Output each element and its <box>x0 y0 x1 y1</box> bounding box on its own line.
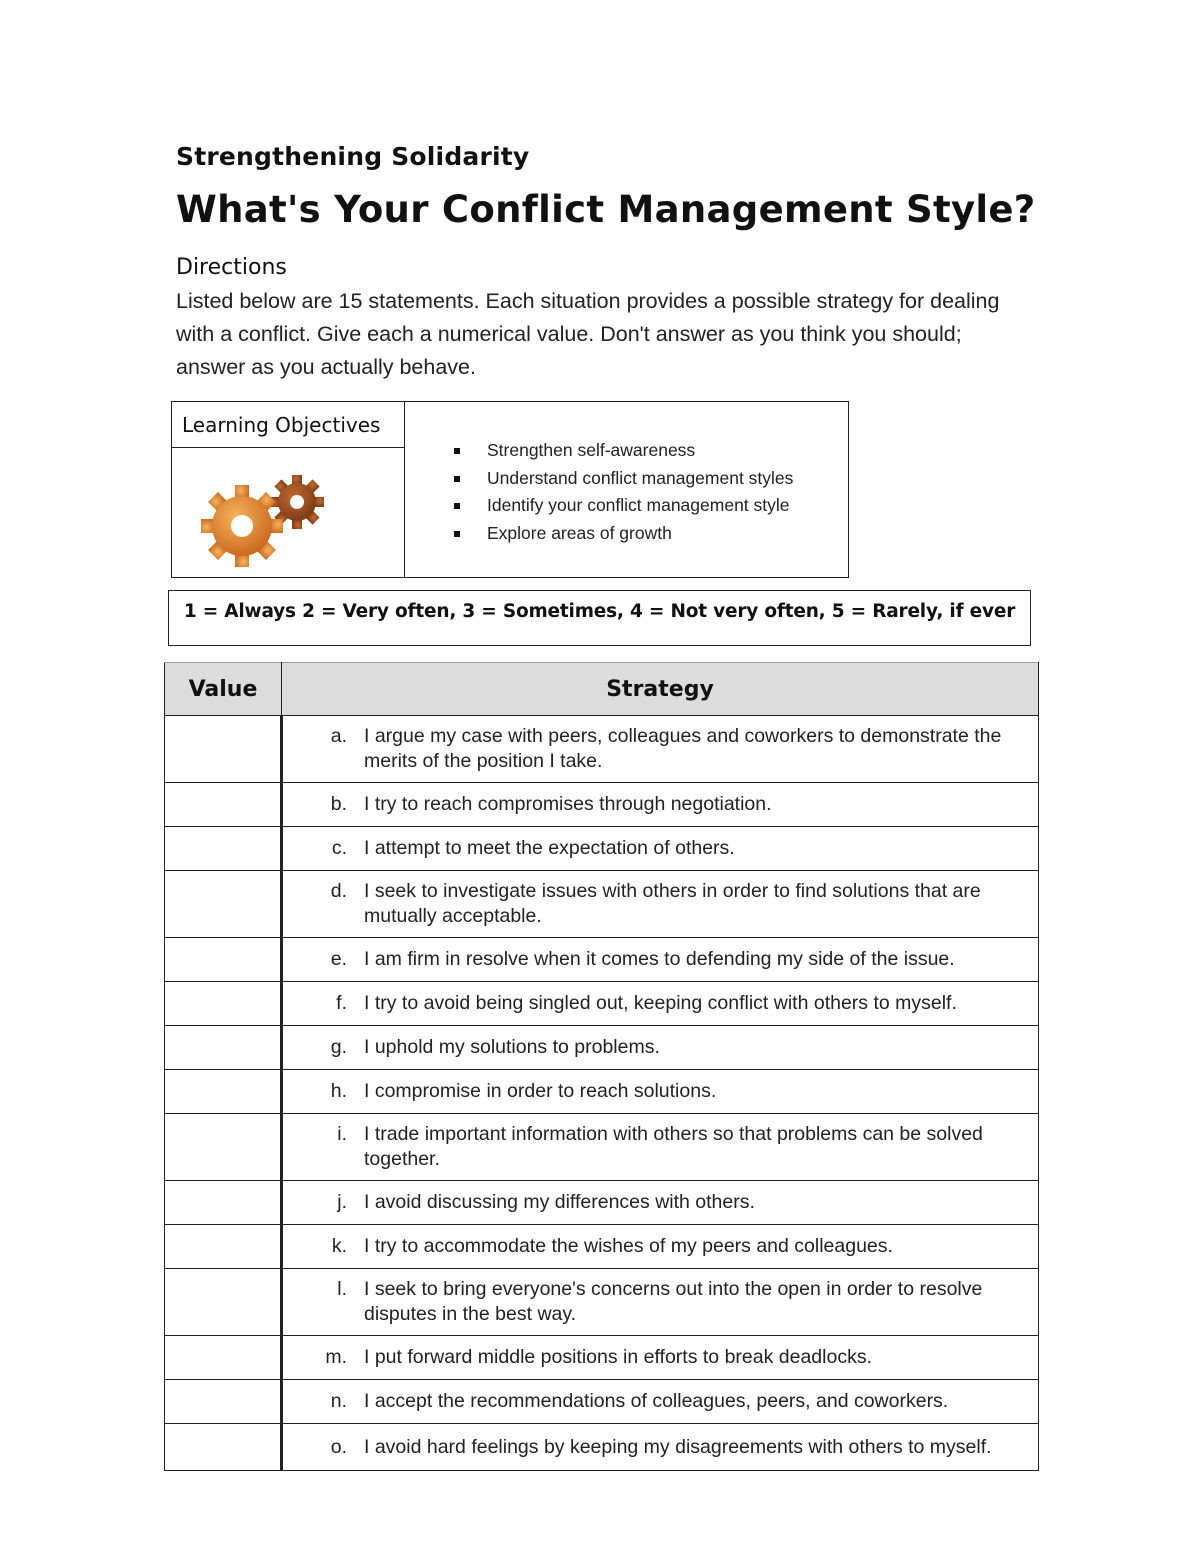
strategy-cell <box>282 716 1039 783</box>
strategy-text: I avoid hard feelings by keeping my disagreements with others to myself. <box>364 1435 992 1458</box>
strategy-text: I try to reach compromises through negotiation. <box>364 793 772 815</box>
strategy-letter: i. <box>337 1123 347 1145</box>
strategy-item <box>283 1277 1026 1327</box>
table-row <box>165 1225 1039 1269</box>
strategy-cell <box>282 827 1039 871</box>
learning-objectives-heading: Learning Objectives <box>172 402 404 448</box>
value-cell[interactable] <box>165 1114 282 1181</box>
strategy-text: I seek to bring everyone's concerns out into the open in order to resolve disputes in the best way. <box>364 1278 983 1325</box>
strategy-letter: a. <box>330 725 347 747</box>
learning-objectives-list <box>454 440 793 550</box>
strategy-item <box>283 879 1026 929</box>
objective-item: Strengthen self-awareness <box>454 440 793 468</box>
table-row <box>165 1269 1039 1336</box>
strategy-text: I try to accommodate the wishes of my peers and colleagues. <box>364 1235 893 1257</box>
strategy-cell <box>282 982 1039 1026</box>
table-row <box>165 1181 1039 1225</box>
strategy-column-header: Strategy <box>282 663 1039 716</box>
strategy-table <box>164 662 1039 1471</box>
strategy-letter: n. <box>330 1390 347 1412</box>
strategy-text: I accept the recommendations of colleagues, peers, and coworkers. <box>364 1390 949 1412</box>
strategy-letter: h. <box>330 1080 347 1102</box>
value-cell[interactable] <box>165 1336 282 1380</box>
table-row <box>165 1336 1039 1380</box>
value-cell[interactable] <box>165 1269 282 1336</box>
strategy-text: I compromise in order to reach solutions. <box>364 1080 717 1102</box>
value-cell[interactable] <box>165 871 282 938</box>
value-cell[interactable] <box>165 982 282 1026</box>
strategy-cell <box>282 1336 1039 1380</box>
large-gear <box>201 485 283 567</box>
table-row <box>165 871 1039 938</box>
learning-objectives-box <box>171 401 849 578</box>
strategy-cell <box>282 1181 1039 1225</box>
table-row <box>165 827 1039 871</box>
table-row <box>165 938 1039 982</box>
strategy-text: I attempt to meet the expectation of others. <box>364 837 735 859</box>
strategy-letter: b. <box>330 793 347 815</box>
strategy-letter: c. <box>331 837 347 859</box>
strategy-letter: l. <box>337 1278 347 1300</box>
table-row <box>165 1380 1039 1424</box>
strategy-cell <box>282 871 1039 938</box>
value-cell[interactable] <box>165 827 282 871</box>
strategy-letter: g. <box>330 1036 347 1058</box>
strategy-cell <box>282 1269 1039 1336</box>
strategy-item <box>283 1122 1026 1172</box>
strategy-cell <box>282 1380 1039 1424</box>
strategy-cell <box>282 1424 1039 1471</box>
table-row <box>165 1070 1039 1114</box>
strategy-item <box>283 1190 1026 1215</box>
value-cell[interactable] <box>165 1380 282 1424</box>
value-cell[interactable] <box>165 1424 282 1471</box>
table-row <box>165 1026 1039 1070</box>
table-row <box>165 982 1039 1026</box>
objective-item: Explore areas of growth <box>454 523 793 551</box>
strategy-text: I uphold my solutions to problems. <box>364 1036 660 1058</box>
value-cell[interactable] <box>165 783 282 827</box>
strategy-cell <box>282 1070 1039 1114</box>
strategy-letter: o. <box>330 1435 347 1458</box>
directions-text: Listed below are 15 statements. Each situation provides a possible strategy for dealing with a conflict. Give each a numerical value. Don't answer as you think you should; answer as you actually behave. <box>176 289 1000 379</box>
strategy-item <box>283 836 1026 861</box>
strategy-cell <box>282 1026 1039 1070</box>
strategy-letter: j. <box>337 1191 347 1213</box>
strategy-text: I avoid discussing my differences with others. <box>364 1191 755 1213</box>
supertitle: Strengthening Solidarity <box>176 142 530 171</box>
strategy-text: I argue my case with peers, colleagues and coworkers to demonstrate the merits of the position I take. <box>364 725 1002 772</box>
strategy-item <box>283 1234 1026 1259</box>
strategy-cell <box>282 938 1039 982</box>
value-cell[interactable] <box>165 716 282 783</box>
strategy-item <box>283 1435 1026 1460</box>
table-row <box>165 1114 1039 1181</box>
strategy-item <box>283 1035 1026 1060</box>
strategy-text: I am firm in resolve when it comes to defending my side of the issue. <box>364 948 955 970</box>
objective-item: Identify your conflict management style <box>454 495 793 523</box>
strategy-cell <box>282 783 1039 827</box>
strategy-item <box>283 724 1026 774</box>
strategy-letter: f. <box>336 992 347 1014</box>
table-row <box>165 716 1039 783</box>
strategy-text: I trade important information with others so that problems can be solved together. <box>364 1123 983 1170</box>
directions-heading: Directions <box>176 255 287 280</box>
strategy-item <box>283 1079 1026 1104</box>
strategy-text: I put forward middle positions in efforts to break deadlocks. <box>364 1346 872 1368</box>
value-cell[interactable] <box>165 938 282 982</box>
value-column-header: Value <box>165 663 282 716</box>
rating-scale: 1 = Always 2 = Very often, 3 = Sometimes, 4 = Not very often, 5 = Rarely, if ever <box>168 590 1031 646</box>
strategy-letter: e. <box>330 948 347 970</box>
value-cell[interactable] <box>165 1181 282 1225</box>
page-title: What's Your Conflict Management Style? <box>176 188 1036 231</box>
strategy-item <box>283 991 1026 1016</box>
strategy-item <box>283 1389 1026 1414</box>
strategy-item <box>283 947 1026 972</box>
strategy-letter: m. <box>325 1346 347 1368</box>
strategy-item <box>283 1345 1026 1370</box>
value-cell[interactable] <box>165 1070 282 1114</box>
strategy-cell <box>282 1225 1039 1269</box>
strategy-letter: d. <box>330 880 347 902</box>
table-row <box>165 783 1039 827</box>
strategy-text: I try to avoid being singled out, keeping conflict with others to myself. <box>364 992 957 1014</box>
objective-item: Understand conflict management styles <box>454 468 793 496</box>
strategy-cell <box>282 1114 1039 1181</box>
learning-objectives-left <box>172 402 405 577</box>
strategy-text: I seek to investigate issues with others in order to find solutions that are mutually acceptable. <box>364 880 981 927</box>
strategy-letter: k. <box>331 1235 347 1257</box>
table-row <box>165 1424 1039 1471</box>
value-cell[interactable] <box>165 1225 282 1269</box>
gears-icon <box>200 472 330 567</box>
value-cell[interactable] <box>165 1026 282 1070</box>
strategy-item <box>283 792 1026 817</box>
